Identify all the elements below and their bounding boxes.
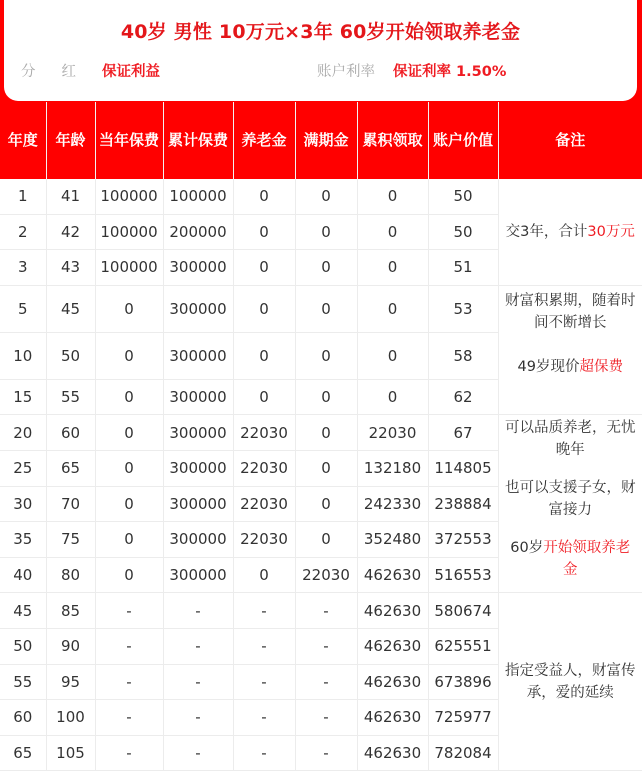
cell-total-premium: 300000: [163, 332, 233, 379]
cell-pension: 22030: [233, 415, 295, 451]
cell-pension: 0: [233, 557, 295, 593]
cell-pension: -: [233, 735, 295, 771]
cell-account-value: 725977: [428, 700, 498, 736]
cell-maturity: 0: [295, 332, 357, 379]
cell-year: 45: [0, 593, 46, 629]
cell-total-premium: -: [163, 664, 233, 700]
cell-account-value: 516553: [428, 557, 498, 593]
cell-cumulative: 462630: [357, 664, 428, 700]
cell-total-premium: 300000: [163, 557, 233, 593]
cell-age: 42: [46, 214, 95, 250]
cell-maturity: -: [295, 664, 357, 700]
remark-accumulation-text: 财富积累期，随着时间不断增长: [505, 292, 636, 331]
table-row: [0, 179, 642, 214]
remark-legacy: [498, 593, 642, 771]
cell-age: 45: [46, 285, 95, 332]
cell-account-value: 50: [428, 214, 498, 250]
cell-age: 43: [46, 250, 95, 286]
col-header-cumulative: 累积领取: [357, 102, 428, 179]
cell-annual-premium: 0: [95, 557, 163, 593]
remark-support-text: 也可以支援子女，财富接力: [505, 480, 636, 519]
cell-annual-premium: 0: [95, 450, 163, 486]
cell-total-premium: 300000: [163, 486, 233, 522]
cell-annual-premium: -: [95, 735, 163, 771]
cell-annual-premium: -: [95, 593, 163, 629]
cell-age: 65: [46, 450, 95, 486]
cell-pension: 0: [233, 250, 295, 286]
cell-pension: 0: [233, 285, 295, 332]
col-header-age: 年龄: [46, 102, 95, 179]
cell-total-premium: 300000: [163, 415, 233, 451]
cell-pension: -: [233, 664, 295, 700]
cell-maturity: 0: [295, 379, 357, 415]
cell-maturity: -: [295, 735, 357, 771]
cell-cumulative: 462630: [357, 557, 428, 593]
col-header-year: 年度: [0, 102, 46, 179]
table-header-row: [0, 102, 642, 179]
rate-label: 账户利率: [317, 64, 375, 80]
cell-total-premium: 300000: [163, 522, 233, 558]
cell-age: 100: [46, 700, 95, 736]
cell-total-premium: -: [163, 735, 233, 771]
cell-cumulative: 0: [357, 214, 428, 250]
cell-cumulative: 462630: [357, 628, 428, 664]
remark-cash-value-text: [505, 356, 637, 378]
col-header-maturity: 满期金: [295, 102, 357, 179]
cell-year: 25: [0, 450, 46, 486]
remark-highlight: 超保费: [579, 358, 623, 375]
cell-annual-premium: 0: [95, 486, 163, 522]
table-row: [0, 593, 642, 629]
cell-cumulative: 462630: [357, 593, 428, 629]
cell-total-premium: 300000: [163, 285, 233, 332]
cell-cumulative: 22030: [357, 415, 428, 451]
dividend-value: 保证利益: [102, 64, 160, 80]
dividend-row: [21, 60, 160, 81]
cell-maturity: 0: [295, 179, 357, 214]
remark-text: 49岁现价: [517, 358, 580, 375]
cell-year: 50: [0, 628, 46, 664]
remark-highlight: 30万元: [587, 223, 635, 240]
cell-account-value: 580674: [428, 593, 498, 629]
cell-age: 80: [46, 557, 95, 593]
cell-cumulative: 0: [357, 285, 428, 332]
cell-account-value: 782084: [428, 735, 498, 771]
cell-maturity: 22030: [295, 557, 357, 593]
cell-pension: 0: [233, 332, 295, 379]
cell-age: 41: [46, 179, 95, 214]
remark-accumulation: [498, 285, 642, 415]
cell-annual-premium: -: [95, 628, 163, 664]
dividend-label: 分红: [21, 64, 102, 80]
cell-annual-premium: 0: [95, 415, 163, 451]
cell-annual-premium: 100000: [95, 214, 163, 250]
cell-pension: 22030: [233, 522, 295, 558]
cell-maturity: 0: [295, 450, 357, 486]
remark-pension: [498, 415, 642, 593]
cell-account-value: 53: [428, 285, 498, 332]
cell-age: 105: [46, 735, 95, 771]
cell-pension: 0: [233, 179, 295, 214]
remark-payment-text: [505, 221, 637, 243]
cell-year: 30: [0, 486, 46, 522]
cell-annual-premium: -: [95, 664, 163, 700]
remark-highlight: 开始领取养老金: [543, 540, 631, 579]
cell-cumulative: 0: [357, 250, 428, 286]
cell-total-premium: -: [163, 593, 233, 629]
cell-maturity: 0: [295, 214, 357, 250]
cell-annual-premium: 0: [95, 285, 163, 332]
rate-value: 保证利率 1.50%: [393, 64, 507, 80]
cell-age: 55: [46, 379, 95, 415]
cell-year: 65: [0, 735, 46, 771]
col-header-annual-premium: 当年保费: [95, 102, 163, 179]
table-row: [0, 415, 642, 451]
remark-start-text: [505, 537, 637, 581]
cell-year: 55: [0, 664, 46, 700]
cell-year: 15: [0, 379, 46, 415]
cell-cumulative: 352480: [357, 522, 428, 558]
cell-account-value: 51: [428, 250, 498, 286]
cell-cumulative: 242330: [357, 486, 428, 522]
cell-year: 20: [0, 415, 46, 451]
cell-total-premium: 100000: [163, 179, 233, 214]
cell-pension: -: [233, 700, 295, 736]
cell-maturity: 0: [295, 486, 357, 522]
cell-year: 5: [0, 285, 46, 332]
cell-year: 1: [0, 179, 46, 214]
cell-maturity: 0: [295, 285, 357, 332]
remark-payment: [498, 179, 642, 285]
cell-account-value: 50: [428, 179, 498, 214]
cell-age: 95: [46, 664, 95, 700]
rate-row: [317, 60, 506, 81]
cell-account-value: 62: [428, 379, 498, 415]
cell-total-premium: 300000: [163, 450, 233, 486]
cell-annual-premium: 0: [95, 332, 163, 379]
cell-maturity: 0: [295, 522, 357, 558]
cell-maturity: -: [295, 628, 357, 664]
cell-total-premium: -: [163, 628, 233, 664]
cell-pension: -: [233, 628, 295, 664]
cell-total-premium: -: [163, 700, 233, 736]
cell-maturity: -: [295, 700, 357, 736]
cell-year: 60: [0, 700, 46, 736]
cell-age: 85: [46, 593, 95, 629]
cell-total-premium: 200000: [163, 214, 233, 250]
cell-age: 90: [46, 628, 95, 664]
cell-cumulative: 0: [357, 332, 428, 379]
cell-maturity: 0: [295, 415, 357, 451]
cell-year: 35: [0, 522, 46, 558]
col-header-remarks: 备注: [498, 102, 642, 179]
cell-annual-premium: 100000: [95, 179, 163, 214]
cell-annual-premium: 0: [95, 522, 163, 558]
benefit-table: [0, 102, 642, 771]
cell-cumulative: 0: [357, 179, 428, 214]
cell-total-premium: 300000: [163, 379, 233, 415]
cell-year: 2: [0, 214, 46, 250]
remark-legacy-text: 指定受益人，财富传承，爱的延续: [505, 662, 636, 701]
cell-cumulative: 132180: [357, 450, 428, 486]
cell-year: 40: [0, 557, 46, 593]
cell-pension: 0: [233, 214, 295, 250]
cell-year: 3: [0, 250, 46, 286]
cell-account-value: 114805: [428, 450, 498, 486]
cell-age: 75: [46, 522, 95, 558]
remark-text: 交3年，合计: [505, 223, 588, 240]
remark-quality-text: 可以品质养老，无忧晚年: [505, 420, 636, 459]
plan-summary-card: [4, 0, 637, 101]
cell-account-value: 67: [428, 415, 498, 451]
page-title: 40岁 男性 10万元×3年 60岁开始领取养老金: [120, 21, 521, 43]
cell-annual-premium: -: [95, 700, 163, 736]
cell-annual-premium: 100000: [95, 250, 163, 286]
cell-cumulative: 462630: [357, 735, 428, 771]
cell-annual-premium: 0: [95, 379, 163, 415]
cell-account-value: 673896: [428, 664, 498, 700]
col-header-pension: 养老金: [233, 102, 295, 179]
cell-pension: 0: [233, 379, 295, 415]
cell-maturity: 0: [295, 250, 357, 286]
table-row: [0, 285, 642, 332]
col-header-total-premium: 累计保费: [163, 102, 233, 179]
cell-cumulative: 0: [357, 379, 428, 415]
cell-age: 70: [46, 486, 95, 522]
cell-account-value: 625551: [428, 628, 498, 664]
cell-year: 10: [0, 332, 46, 379]
cell-cumulative: 462630: [357, 700, 428, 736]
cell-account-value: 238884: [428, 486, 498, 522]
cell-age: 60: [46, 415, 95, 451]
cell-maturity: -: [295, 593, 357, 629]
cell-age: 50: [46, 332, 95, 379]
cell-account-value: 58: [428, 332, 498, 379]
col-header-account-value: 账户价值: [428, 102, 498, 179]
cell-account-value: 372553: [428, 522, 498, 558]
cell-pension: -: [233, 593, 295, 629]
cell-pension: 22030: [233, 486, 295, 522]
cell-pension: 22030: [233, 450, 295, 486]
remark-text: 60岁: [510, 540, 544, 557]
cell-total-premium: 300000: [163, 250, 233, 286]
